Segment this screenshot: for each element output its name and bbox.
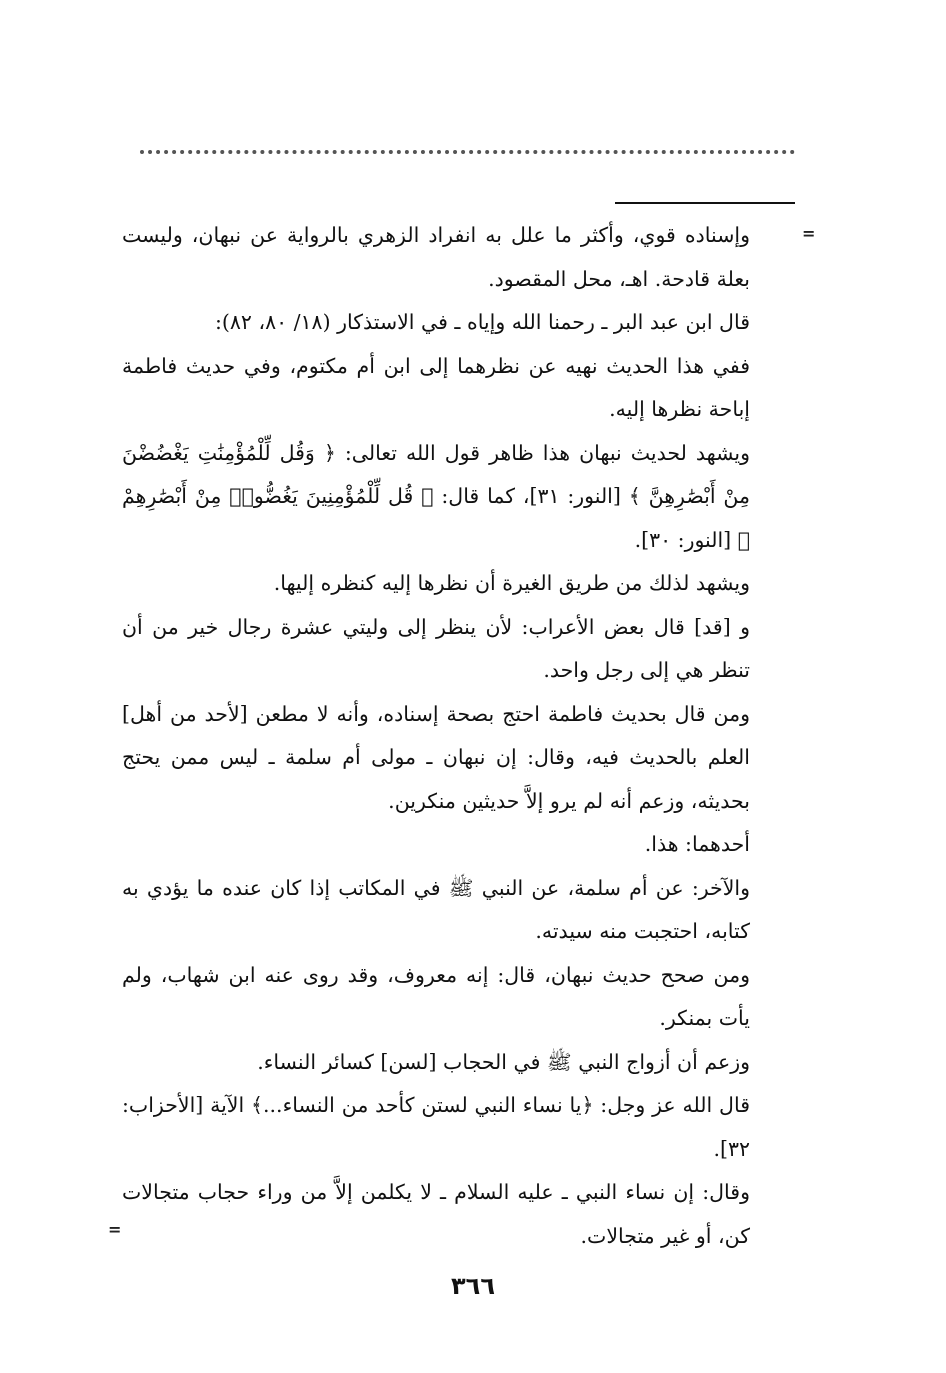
paragraph-ghira: ويشهد لذلك من طريق الغيرة أن نظرها إليه كنظره إليها.	[273, 571, 750, 595]
paragraph-isnad: وإسناده قوي، وأكثر ما علل به انفراد الزهري بالرواية عن نبهان، وليست بعلة قادحة. اهـ، محل المقصود.	[122, 223, 750, 291]
paragraph-aarab: و [قد] قال بعض الأعراب: لأن ينظر إلى وليتي عشرة رجال خير من أن تنظر هي إلى رجل واحد.	[122, 614, 750, 682]
paragraph-nabhan-sahih: ومن صحح حديث نبهان، قال: إنه معروف، وقد روى عنه ابن شهاب، ولم يأت بمنكر.	[122, 962, 750, 1030]
paragraph-ibn-abd-al-barr: قال ابن عبد البر ـ رحمنا الله وإياه ـ في الاستذكار (١٨/ ٨٠، ٨٢):	[215, 310, 750, 334]
paragraph-second-hadith: والآخر: عن أم سلمة، عن النبي ﷺ في المكاتب إذا كان عنده ما يؤدي به كتابه، احتجبت منه سيدته.	[122, 875, 750, 943]
continuation-mark-bottom: =	[108, 1220, 122, 1239]
paragraph-first-hadith: أحدهما: هذا.	[644, 832, 750, 856]
footnote-text-block	[122, 214, 750, 1258]
paragraph-hijab: وقال: إن نساء النبي ـ عليه السلام ـ لا يكلمن إلاَّ من وراء حجاب متجالات كن، أو غير متجالات.	[122, 1180, 750, 1248]
header-dotted-separator	[140, 150, 795, 154]
footnote-separator-line	[615, 202, 795, 204]
page-number: ٣٦٦	[451, 1272, 495, 1300]
paragraph-azwaj: وزعم أن أزواج النبي ﷺ في الحجاب [لسن] كسائر النساء.	[257, 1049, 750, 1074]
paragraph-fatima-hadith: ومن قال بحديث فاطمة احتج بصحة إسناده، وأنه لا مطعن [لأحد من أهل] العلم بالحديث فيه، وقال: إن نبهان ـ مولى أم سلمة ـ ليس ممن يحتج بحديثه، وزعم أنه لم يرو إلاَّ حديثين منكرين.	[122, 701, 750, 813]
paragraph-ahzab-ayah: قال الله عز وجل: ﴿يا نساء النبي لستن كأحد من النساء...﴾ الآية [الأحزاب: ٣٢].	[122, 1093, 750, 1161]
paragraph-ayah-quote: ويشهد لحديث نبهان هذا ظاهر قول الله تعالى: ﴿ وَقُل لِّلْمُؤْمِنَٰتِ يَغْضُضْنَ مِنْ أَبْصَٰرِهِنَّ ﴾ [النور: ٣١]، كما قال: ﴿ قُل لِّلْمُؤْمِنِينَ يَغُضُّوا۟ مِنْ أَبْصَٰرِهِمْ ﴾ [النور: ٣٠].	[122, 440, 750, 552]
paragraph-hadith-nahy: ففي هذا الحديث نهيه عن نظرهما إلى ابن أم مكتوم، وفي حديث فاطمة إباحة نظرها إليه.	[122, 353, 750, 421]
continuation-mark-top: =	[802, 224, 816, 243]
